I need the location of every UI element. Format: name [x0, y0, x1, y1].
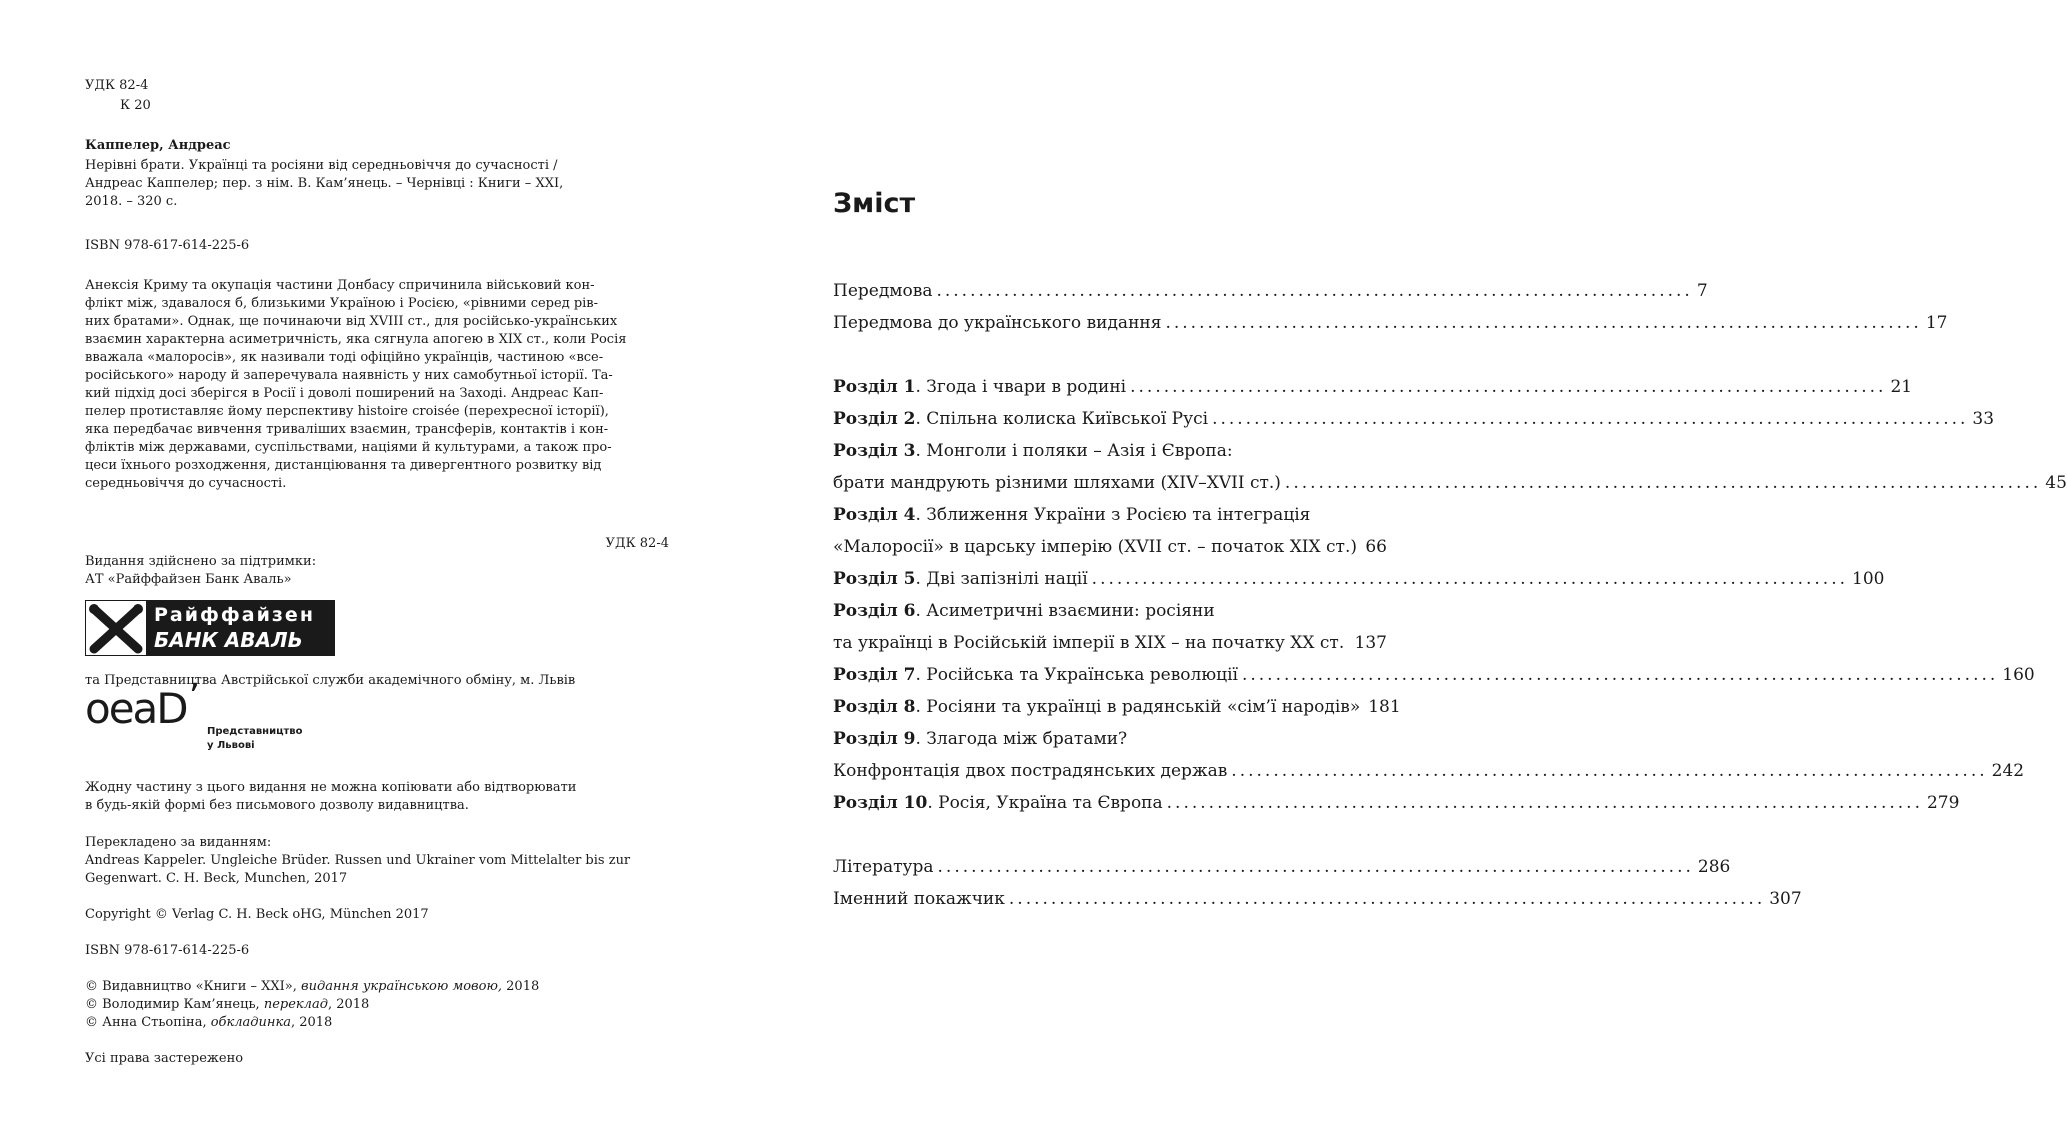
annotation-line: кий підхід досі зберігся в Росії і доволі поширений на Заході. Андреас Кап-	[85, 386, 604, 401]
annotation-line: фліктів між державами, суспільствами, націями й культурами, а також про-	[85, 440, 612, 455]
oead-subtitle	[207, 725, 303, 753]
annotation-line: взаємин характерна асиметричність, яка сягнула апогею в XIX ст., коли Росія	[85, 332, 627, 347]
annotation-line: яка передбачає вивчення триваліших взаємин, трансферів, контактів і кон-	[85, 422, 609, 437]
annotation-line: них братами». Однак, ще починаючи від XVIII ст., для російсько-українських	[85, 314, 618, 329]
bib-line: Нерівні брати. Українці та росіяни від середньовіччя до сучасності /	[85, 158, 558, 173]
annotation-line: вважала «малоросів», як називали тоді офіційно українців, частиною «все-	[85, 350, 604, 365]
copy-line: Жодну частину з цього видання не можна копіювати або відтворювати	[85, 780, 577, 795]
annotation-line: середньовіччя до сучасності.	[85, 476, 287, 491]
toc-row-cont: та українці в Російській імперії в XIX – на початку XX ст. 137	[833, 633, 1387, 653]
udk-code-right: УДК 82-4	[605, 536, 669, 551]
original-edition	[85, 852, 669, 888]
oead-wordmark: oeaD	[85, 684, 187, 733]
toc-row: Передмова до українського видання .......................................................................................... 17	[833, 313, 1948, 333]
raiffeisen-name: Райффайзен	[154, 604, 315, 626]
oead-sub-line: Представництво	[207, 726, 303, 737]
bib-line: Андреас Каппелер; пер. з нім. В. Кам’янець. – Чернівці : Книги – ХХІ,	[85, 176, 564, 191]
toc-row: Розділ 5. Дві запізнілі нації .......................................................................................... 100	[833, 569, 1885, 589]
toc-row: Іменний покажчик .......................................................................................... 307	[833, 889, 1802, 909]
toc-row: Розділ 2. Спільна колиска Київської Русі .......................................................................................... 33	[833, 409, 1995, 429]
isbn: ISBN 978-617-614-225-6	[85, 238, 250, 253]
annotation	[85, 277, 669, 493]
raiffeisen-cross-icon	[86, 601, 146, 655]
toc-row-cont: брати мандрують різними шляхами (XIV–XVII ст.) .......................................................................................... 45	[833, 473, 2067, 493]
bib-line: 2018. – 320 с.	[85, 194, 178, 209]
annotation-line: цеси їхнього розходження, дистанціювання та дивергентного розвитку від	[85, 458, 602, 473]
bibliographic-record	[85, 157, 669, 211]
toc-row-cont: «Малоросії» в царську імперію (XVII ст. – початок XIX ст.) 66	[833, 537, 1387, 557]
original-line: Andreas Kappeler. Ungleiche Brüder. Russen und Ukrainer vom Mittelalter bis zur	[85, 853, 631, 868]
author-mark: К 20	[120, 98, 151, 113]
annotation-line: Анексія Криму та окупація частини Донбасу спричинила військовий кон-	[85, 278, 595, 293]
toc-row: Розділ 10. Росія, Україна та Європа .......................................................................................... 279	[833, 793, 1960, 813]
credit-line: © Видавництво «Книги – ХХІ», видання українською мовою, 2018	[85, 979, 540, 994]
toc-row-cont: Конфронтація двох пострадянських держав .......................................................................................... 242	[833, 761, 2025, 781]
right-page	[737, 0, 2067, 1134]
raiffeisen-logo	[85, 600, 335, 656]
copy-notice	[85, 779, 576, 815]
toc-row: Література .......................................................................................... 286	[833, 857, 1731, 877]
copy-line: в будь-якій формі без письмового дозволу видавництва.	[85, 798, 469, 813]
support-line: Видання здійснено за підтримки:	[85, 554, 317, 569]
toc-row: Розділ 6. Асиметричні взаємини: росіяни	[833, 601, 1215, 621]
toc-row: Розділ 1. Згода і чвари в родині .......................................................................................... 21	[833, 377, 1913, 397]
oead-logo: oeaD’	[85, 677, 199, 733]
toc-row: Розділ 8. Росіяни та українці в радянській «сім’ї народів» 181	[833, 697, 1401, 717]
oead-sub-line: у Львові	[207, 740, 255, 751]
translated-label: Перекладено за виданням:	[85, 835, 272, 850]
udk-code: УДК 82-4	[85, 78, 149, 93]
toc-row: Розділ 9. Злагода між братами?	[833, 729, 1128, 749]
rights-reserved: Усі права застережено	[85, 1051, 244, 1066]
table-of-contents	[833, 275, 2067, 915]
author-name: Каппелер, Андреас	[85, 138, 231, 153]
credits	[85, 978, 539, 1032]
annotation-line: пелер протиставляє йому перспективу histoire croisée (перехресної історії),	[85, 404, 609, 419]
toc-row: Розділ 4. Зближення України з Росією та інтеграція	[833, 505, 1311, 525]
toc-title: Зміст	[833, 188, 916, 219]
original-line: Gegenwart. C. H. Beck, Munchen, 2017	[85, 871, 348, 886]
credit-line: © Анна Стьопіна, обкладинка, 2018	[85, 1015, 333, 1030]
annotation-line: російського» народу й заперечувала наявність у них самобутньої історії. Та-	[85, 368, 613, 383]
toc-row: Розділ 3. Монголи і поляки – Азія і Європа:	[833, 441, 1233, 461]
toc-row: Передмова .......................................................................................... 7	[833, 281, 1708, 301]
copyright: Copyright © Verlag C. H. Beck oHG, München 2017	[85, 907, 429, 922]
toc-row: Розділ 7. Російська та Українська революції .......................................................................................... 160	[833, 665, 2035, 685]
oead-note: та Представництва Австрійської служби академічного обміну, м. Львів	[85, 673, 576, 688]
annotation-line: флікт між, здавалося б, близькими Україною і Росією, «рівними серед рів-	[85, 296, 599, 311]
isbn-original: ISBN 978-617-614-225-6	[85, 943, 250, 958]
credit-line: © Володимир Кам’янець, переклад, 2018	[85, 997, 370, 1012]
support-note	[85, 553, 316, 589]
left-page	[0, 0, 737, 1134]
support-line: АТ «Райффайзен Банк Аваль»	[85, 572, 292, 587]
raiffeisen-subname: БАНК АВАЛЬ	[154, 628, 303, 652]
